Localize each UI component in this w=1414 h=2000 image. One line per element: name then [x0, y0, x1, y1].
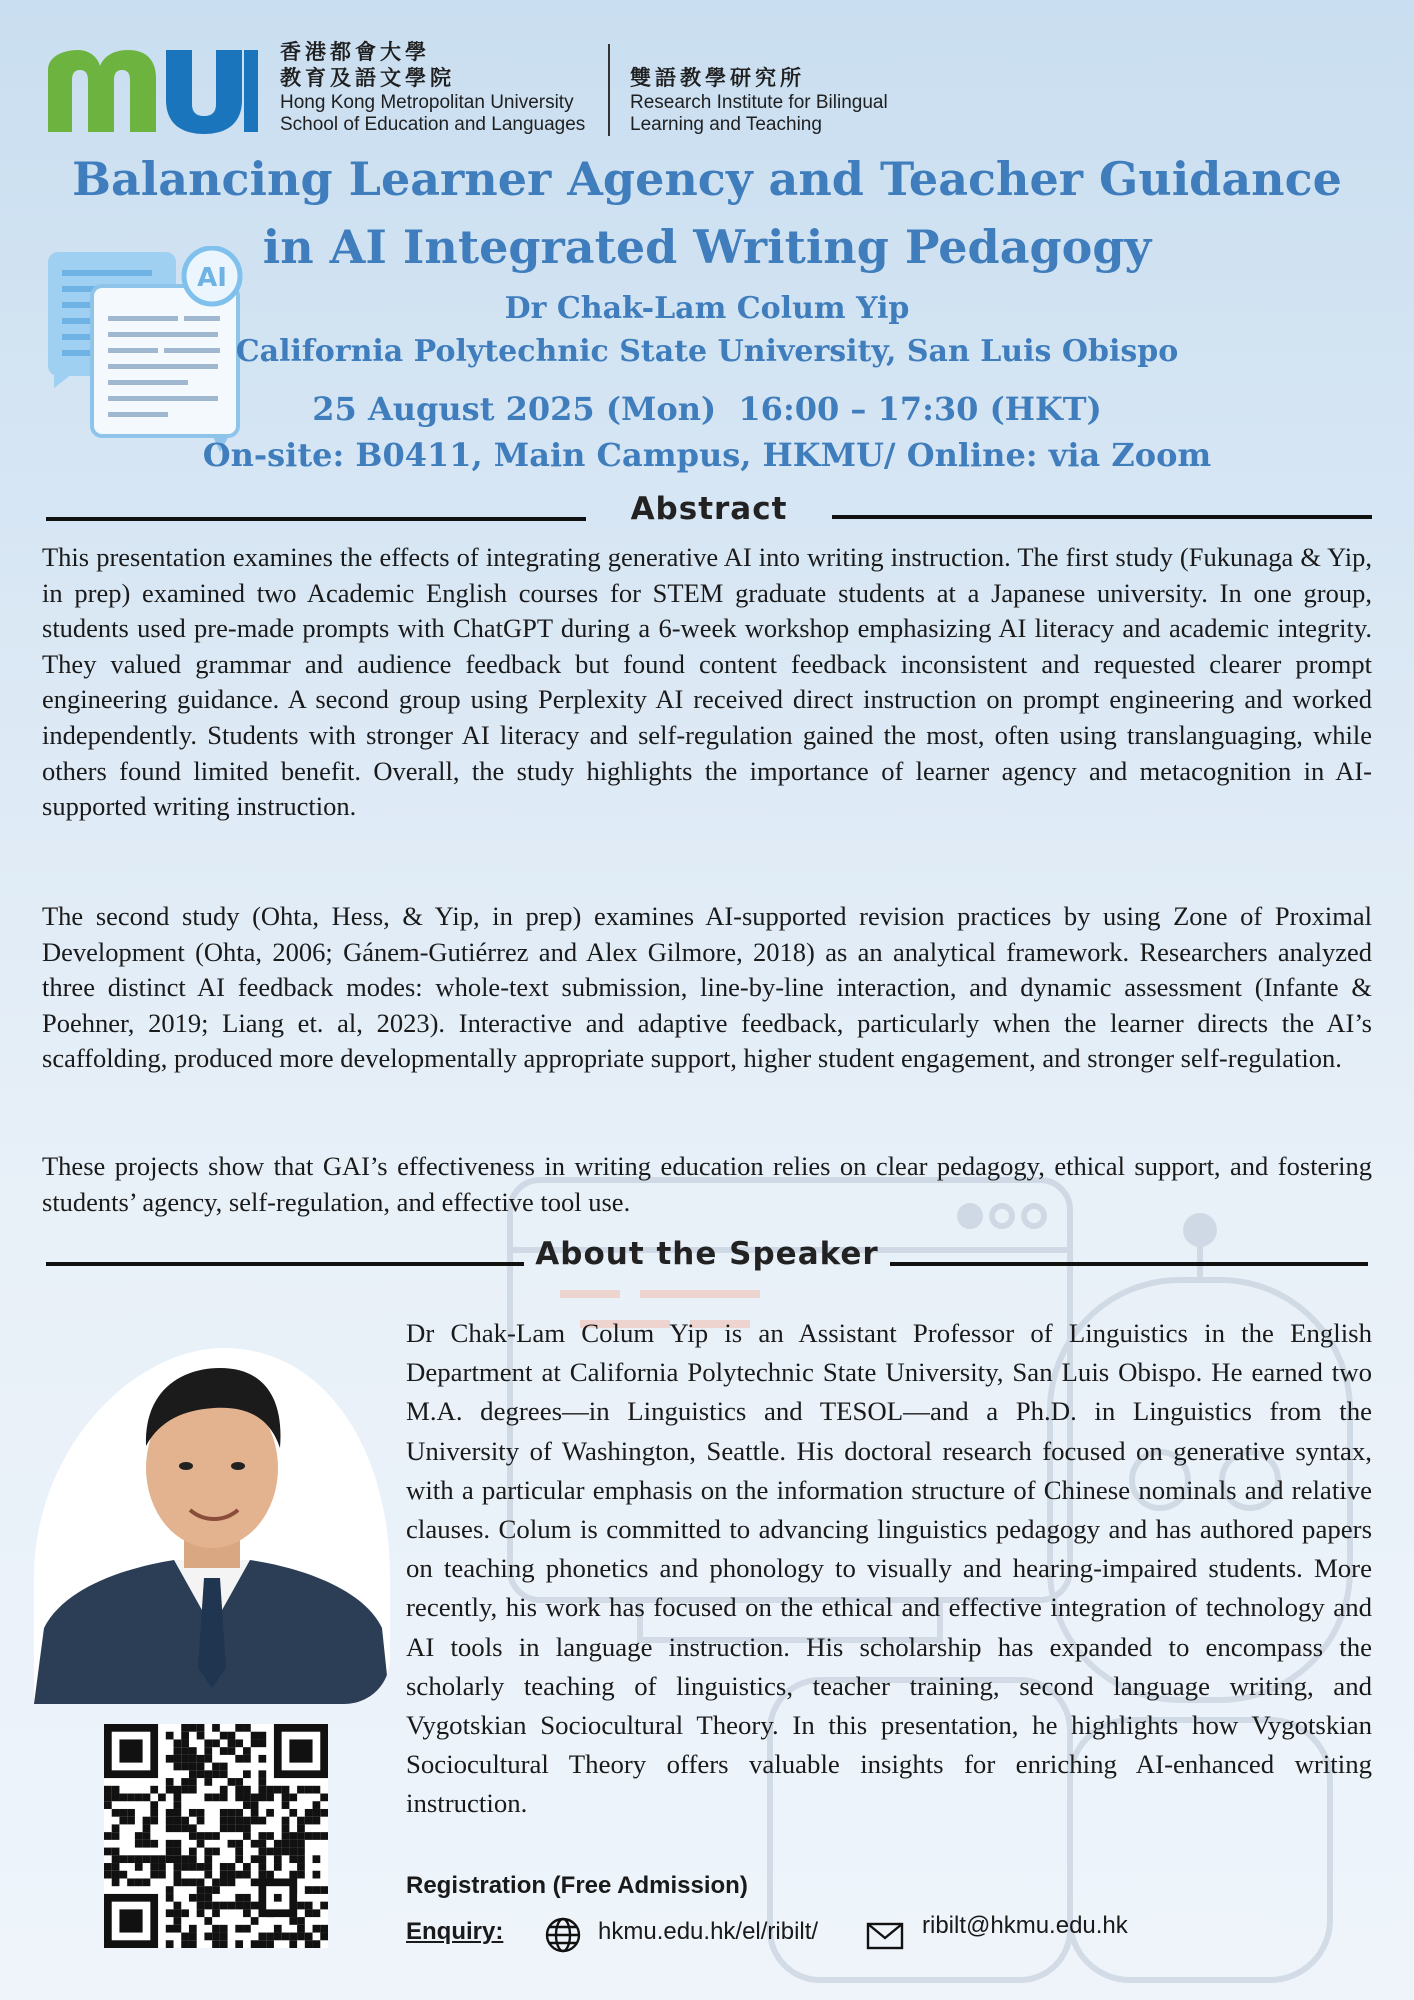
header-divider — [608, 44, 610, 136]
enquiry-label: Enquiry: — [406, 1918, 504, 1945]
event-title-line2: in AI Integrated Writing Pedagogy — [262, 220, 1152, 274]
hkmu-logo-icon — [44, 40, 260, 136]
abstract-heading: Abstract — [630, 491, 788, 527]
globe-icon — [544, 1916, 582, 1954]
abstract-rule-right — [832, 515, 1372, 519]
event-venue: On-site: B0411, Main Campus, HKMU/ Online: via Zoom — [202, 436, 1212, 474]
university-name-zh: 香港都會大學 — [280, 41, 430, 64]
institute-name-zh: 雙語教學研究所 — [630, 67, 805, 90]
institute-name-en-line1: Research Institute for Bilingual — [630, 92, 888, 113]
university-name-en: Hong Kong Metropolitan University — [280, 92, 574, 113]
abstract-paragraph-3: These projects show that GAI’s effectiveness in writing education relies on clear pedagogy, ethical support, and fostering students’ agency, self-regulation, and effective tool use. — [42, 1151, 1372, 1217]
speaker-photo — [34, 1328, 390, 1704]
school-name-zh: 教育及語文學院 — [280, 67, 455, 90]
speaker-rule-left — [46, 1262, 524, 1266]
mail-icon — [866, 1922, 904, 1950]
speaker-heading: About the Speaker — [535, 1236, 879, 1272]
speaker-rule-right — [890, 1262, 1368, 1266]
registration-qr-code[interactable] — [104, 1724, 328, 1948]
abstract-paragraph-1: This presentation examines the effects of integrating generative AI into writing instruction. The first study (Fukunaga & Yip, in prep) examined two Academic English courses for STEM graduate students at a Japanese university. In one group, students used pre-made prompts with ChatGPT during a 6-week workshop emphasizing AI literacy and academic integrity. They valued grammar and audience feedback but found content feedback inconsistent and requested clearer prompt engineering guidance. A second group using Perplexity AI received direct instruction on prompt engineering and worked independently. Students with stronger AI literacy and self-regulation gained the most, often using translanguaging, while others found limited benefit. Overall, the study highlights the importance of learner agency and metacognition in AI-supported writing instruction. — [42, 542, 1372, 822]
abstract-paragraph-2: The second study (Ohta, Hess, & Yip, in prep) examines AI-supported revision practices by using Zone of Proximal Development (Ohta, 2006; Gánem-Gutiérrez and Alex Gilmore, 2018) as an analytical framework. Researchers analyzed three distinct AI feedback modes: whole-text submission, line-by-line interaction, and dynamic assessment (Infante & Poehner, 2019; Liang et. al, 2023). Interactive and adaptive feedback, particularly when the learner directs the AI’s scaffolding, produced more developmentally appropriate support, higher student engagement, and stronger self-regulation. — [42, 901, 1372, 1074]
speaker-affiliation: California Polytechnic State University, San Luis Obispo — [235, 334, 1179, 369]
ai-badge-text: AI — [197, 263, 227, 293]
speaker-bio: Dr Chak-Lam Colum Yip is an Assistant Professor of Linguistics in the English Department at California Polytechnic State University, San Luis Obispo. He earned two M.A. degrees—in Linguistics and TESOL—and a Ph.D. in Linguistics from the University of Washington, Seattle. His doctoral research focused on generative syntax, with a particular emphasis on the information structure of Chinese nominals and relative clauses. Colum is committed to advancing linguistics pedagogy and has authored papers on teaching phonetics and phonology to visually and hearing-impaired students. More recently, his work has focused on the ethical and effective integration of technology and AI tools in language instruction. His scholarship has expanded to encompass the scholarly teaching of linguistics, teacher training, second language writing, and Vygotskian Sociocultural Theory. In this presentation, he highlights how Vygotskian Sociocultural Theory offers valuable insights for enriching AI-enhanced writing instruction. — [406, 1318, 1372, 1819]
email-link[interactable]: ribilt@hkmu.edu.hk — [922, 1912, 1128, 1939]
institute-name-en-line2: Learning and Teaching — [630, 114, 822, 135]
abstract-rule-left — [46, 517, 586, 521]
event-datetime: 25 August 2025 (Mon) 16:00 – 17:30 (HKT) — [312, 390, 1102, 428]
school-name-en: School of Education and Languages — [280, 114, 586, 135]
registration-label: Registration (Free Admission) — [406, 1872, 748, 1899]
speaker-name: Dr Chak-Lam Colum Yip — [504, 291, 910, 326]
university-name-block — [280, 40, 585, 136]
institute-name-block — [630, 66, 888, 136]
event-title-line1: Balancing Learner Agency and Teacher Guidance — [72, 152, 1342, 206]
website-link[interactable]: hkmu.edu.hk/el/ribilt/ — [598, 1918, 819, 1945]
